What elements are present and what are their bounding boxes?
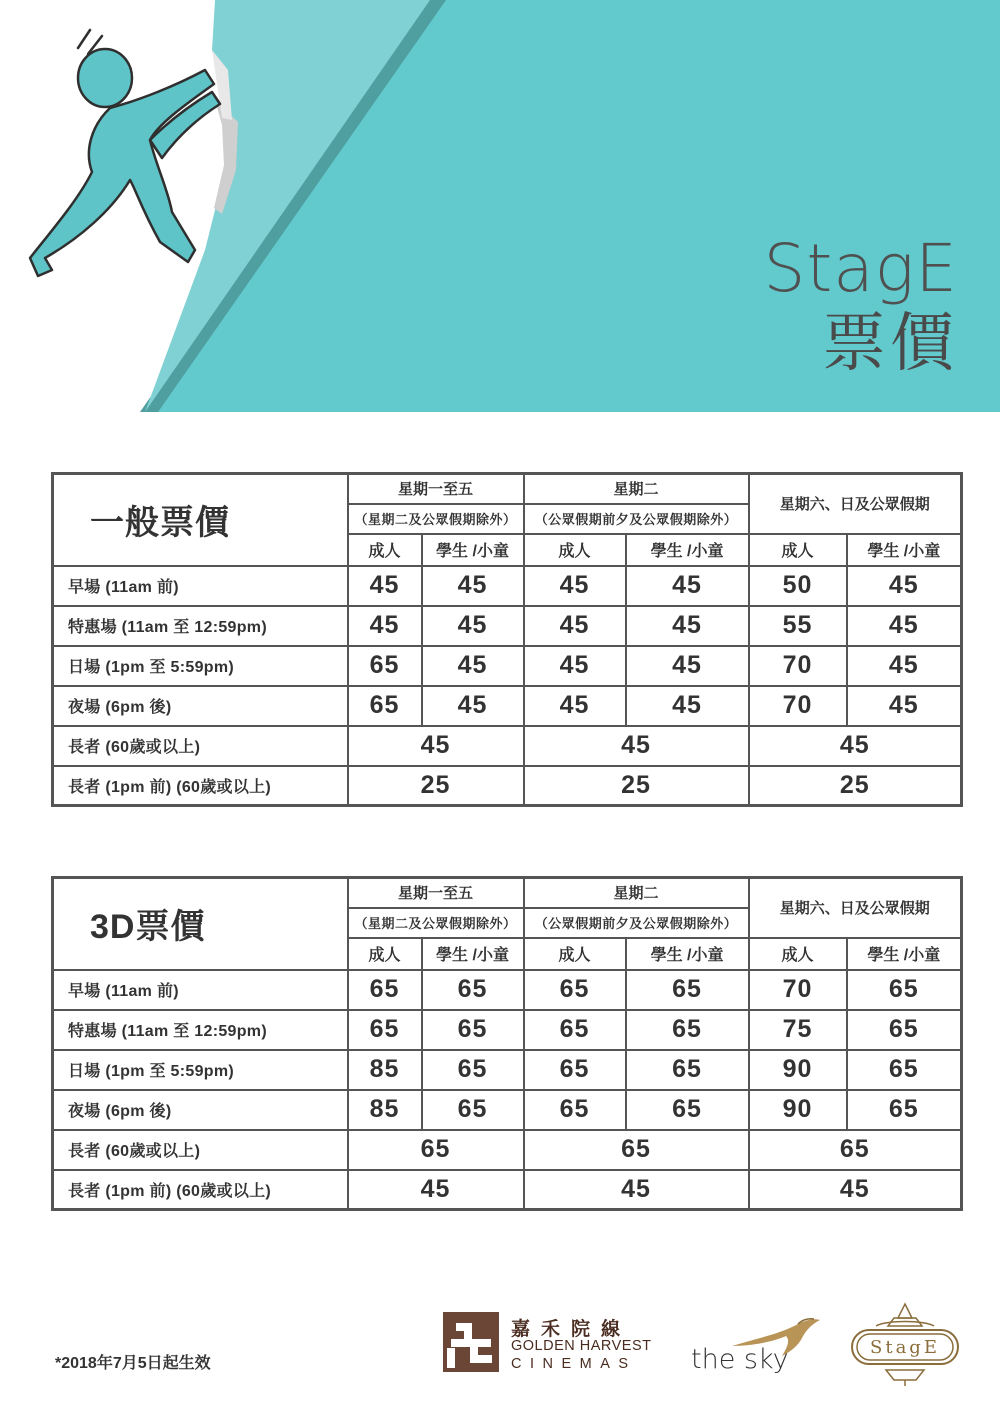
price-cell: 65	[847, 1010, 962, 1050]
price-cell: 45	[422, 686, 524, 726]
table-row	[53, 970, 962, 1010]
row-label: 長者 (1pm 前) (60歲或以上)	[53, 766, 348, 806]
row-label: 長者 (60歲或以上)	[53, 726, 348, 766]
golden-harvest-cinemas: CINEMAS	[511, 1356, 637, 1372]
table-row	[53, 726, 962, 766]
price-cell: 45	[348, 606, 422, 646]
3d-price-table	[51, 876, 963, 1211]
price-cell: 65	[626, 1010, 749, 1050]
table-row	[53, 1050, 962, 1090]
price-cell: 65	[348, 970, 422, 1010]
table-row	[53, 1130, 962, 1170]
table-title: 一般票價	[53, 474, 348, 566]
weekday-note: （星期二及公眾假期除外）	[348, 908, 524, 938]
col-adult: 成人	[348, 938, 422, 970]
price-cell: 45	[847, 566, 962, 606]
price-cell: 65	[847, 1050, 962, 1090]
page-subtitle: 票價	[822, 307, 958, 381]
golden-harvest-en: GOLDEN HARVEST	[511, 1338, 652, 1354]
price-cell: 45	[524, 686, 626, 726]
price-cell: 45	[422, 646, 524, 686]
price-cell: 25	[348, 766, 524, 806]
row-label: 特惠場 (11am 至 12:59pm)	[53, 606, 348, 646]
price-cell: 45	[348, 1170, 524, 1210]
col-adult: 成人	[749, 534, 847, 566]
price-cell: 45	[626, 606, 749, 646]
table-title: 3D票價	[53, 878, 348, 970]
price-cell: 70	[749, 970, 847, 1010]
price-cell: 70	[749, 646, 847, 686]
price-cell: 70	[749, 686, 847, 726]
price-cell: 45	[847, 646, 962, 686]
price-cell: 65	[524, 1050, 626, 1090]
stage-logo-text: StagE	[870, 1337, 940, 1358]
tuesday-header: 星期二	[524, 474, 749, 504]
price-cell: 25	[749, 766, 962, 806]
price-cell: 65	[524, 1010, 626, 1050]
the-sky-text: the sky	[691, 1344, 789, 1375]
weekday-note: （星期二及公眾假期除外）	[348, 504, 524, 534]
price-cell: 65	[847, 970, 962, 1010]
price-cell: 45	[524, 726, 749, 766]
weekend-header: 星期六、日及公眾假期	[749, 878, 962, 938]
general-price-table	[51, 472, 963, 807]
price-cell: 45	[847, 686, 962, 726]
price-cell: 65	[348, 1130, 524, 1170]
price-cell: 90	[749, 1090, 847, 1130]
row-label: 夜場 (6pm 後)	[53, 1090, 348, 1130]
price-cell: 45	[626, 566, 749, 606]
price-cell: 45	[422, 566, 524, 606]
price-cell: 45	[626, 646, 749, 686]
col-student-child: 學生 /小童	[422, 938, 524, 970]
price-cell: 65	[422, 970, 524, 1010]
row-label: 長者 (1pm 前) (60歲或以上)	[53, 1170, 348, 1210]
price-cell: 65	[626, 970, 749, 1010]
table-row	[53, 686, 962, 726]
price-cell: 85	[348, 1090, 422, 1130]
stage-logo	[846, 1300, 964, 1388]
price-cell: 65	[348, 1010, 422, 1050]
table-row	[53, 1010, 962, 1050]
brand-title: StagE	[763, 230, 958, 307]
price-cell: 50	[749, 566, 847, 606]
row-label: 長者 (60歲或以上)	[53, 1130, 348, 1170]
price-cell: 65	[422, 1050, 524, 1090]
table-row	[53, 766, 962, 806]
row-label: 日場 (1pm 至 5:59pm)	[53, 646, 348, 686]
price-cell: 45	[847, 606, 962, 646]
price-cell: 45	[348, 726, 524, 766]
weekend-header: 星期六、日及公眾假期	[749, 474, 962, 534]
table-row	[53, 566, 962, 606]
price-cell: 65	[524, 1130, 749, 1170]
price-cell: 65	[348, 646, 422, 686]
title-block	[763, 230, 958, 382]
price-cell: 65	[749, 1130, 962, 1170]
tuesday-note: （公眾假期前夕及公眾假期除外）	[524, 504, 749, 534]
price-cell: 45	[524, 566, 626, 606]
price-cell: 65	[348, 686, 422, 726]
price-cell: 45	[524, 606, 626, 646]
col-student-child: 學生 /小童	[626, 534, 749, 566]
price-cell: 55	[749, 606, 847, 646]
price-cell: 45	[524, 1170, 749, 1210]
tuesday-note: （公眾假期前夕及公眾假期除外）	[524, 908, 749, 938]
price-cell: 65	[422, 1090, 524, 1130]
row-label: 夜場 (6pm 後)	[53, 686, 348, 726]
the-sky-logo	[688, 1316, 828, 1382]
table-row	[53, 646, 962, 686]
golden-harvest-logo	[443, 1312, 663, 1376]
price-cell: 65	[422, 1010, 524, 1050]
col-student-child: 學生 /小童	[847, 938, 962, 970]
effective-date-footnote: *2018年7月5日起生效	[55, 1355, 211, 1372]
price-cell: 65	[847, 1090, 962, 1130]
col-student-child: 學生 /小童	[626, 938, 749, 970]
price-cell: 65	[626, 1050, 749, 1090]
row-label: 早場 (11am 前)	[53, 970, 348, 1010]
golden-harvest-mark-icon	[443, 1312, 499, 1372]
golden-harvest-zh: 嘉禾院線	[511, 1319, 632, 1340]
row-label: 日場 (1pm 至 5:59pm)	[53, 1050, 348, 1090]
col-adult: 成人	[348, 534, 422, 566]
price-cell: 45	[422, 606, 524, 646]
price-cell: 45	[348, 566, 422, 606]
price-cell: 25	[524, 766, 749, 806]
price-cell: 45	[749, 726, 962, 766]
weekday-header: 星期一至五	[348, 474, 524, 504]
price-cell: 65	[524, 1090, 626, 1130]
price-cell: 45	[626, 686, 749, 726]
tuesday-header: 星期二	[524, 878, 749, 908]
table-row	[53, 1090, 962, 1130]
price-cell: 65	[524, 970, 626, 1010]
price-cell: 65	[626, 1090, 749, 1130]
stage-emblem-icon	[846, 1300, 964, 1388]
table-row	[53, 606, 962, 646]
price-cell: 90	[749, 1050, 847, 1090]
row-label: 特惠場 (11am 至 12:59pm)	[53, 1010, 348, 1050]
col-adult: 成人	[524, 534, 626, 566]
price-cell: 75	[749, 1010, 847, 1050]
col-student-child: 學生 /小童	[422, 534, 524, 566]
pushing-figure-icon	[30, 49, 220, 276]
weekday-header: 星期一至五	[348, 878, 524, 908]
price-cell: 45	[524, 646, 626, 686]
table-row	[53, 1170, 962, 1210]
col-student-child: 學生 /小童	[847, 534, 962, 566]
price-cell: 45	[749, 1170, 962, 1210]
row-label: 早場 (11am 前)	[53, 566, 348, 606]
col-adult: 成人	[749, 938, 847, 970]
col-adult: 成人	[524, 938, 626, 970]
price-cell: 85	[348, 1050, 422, 1090]
